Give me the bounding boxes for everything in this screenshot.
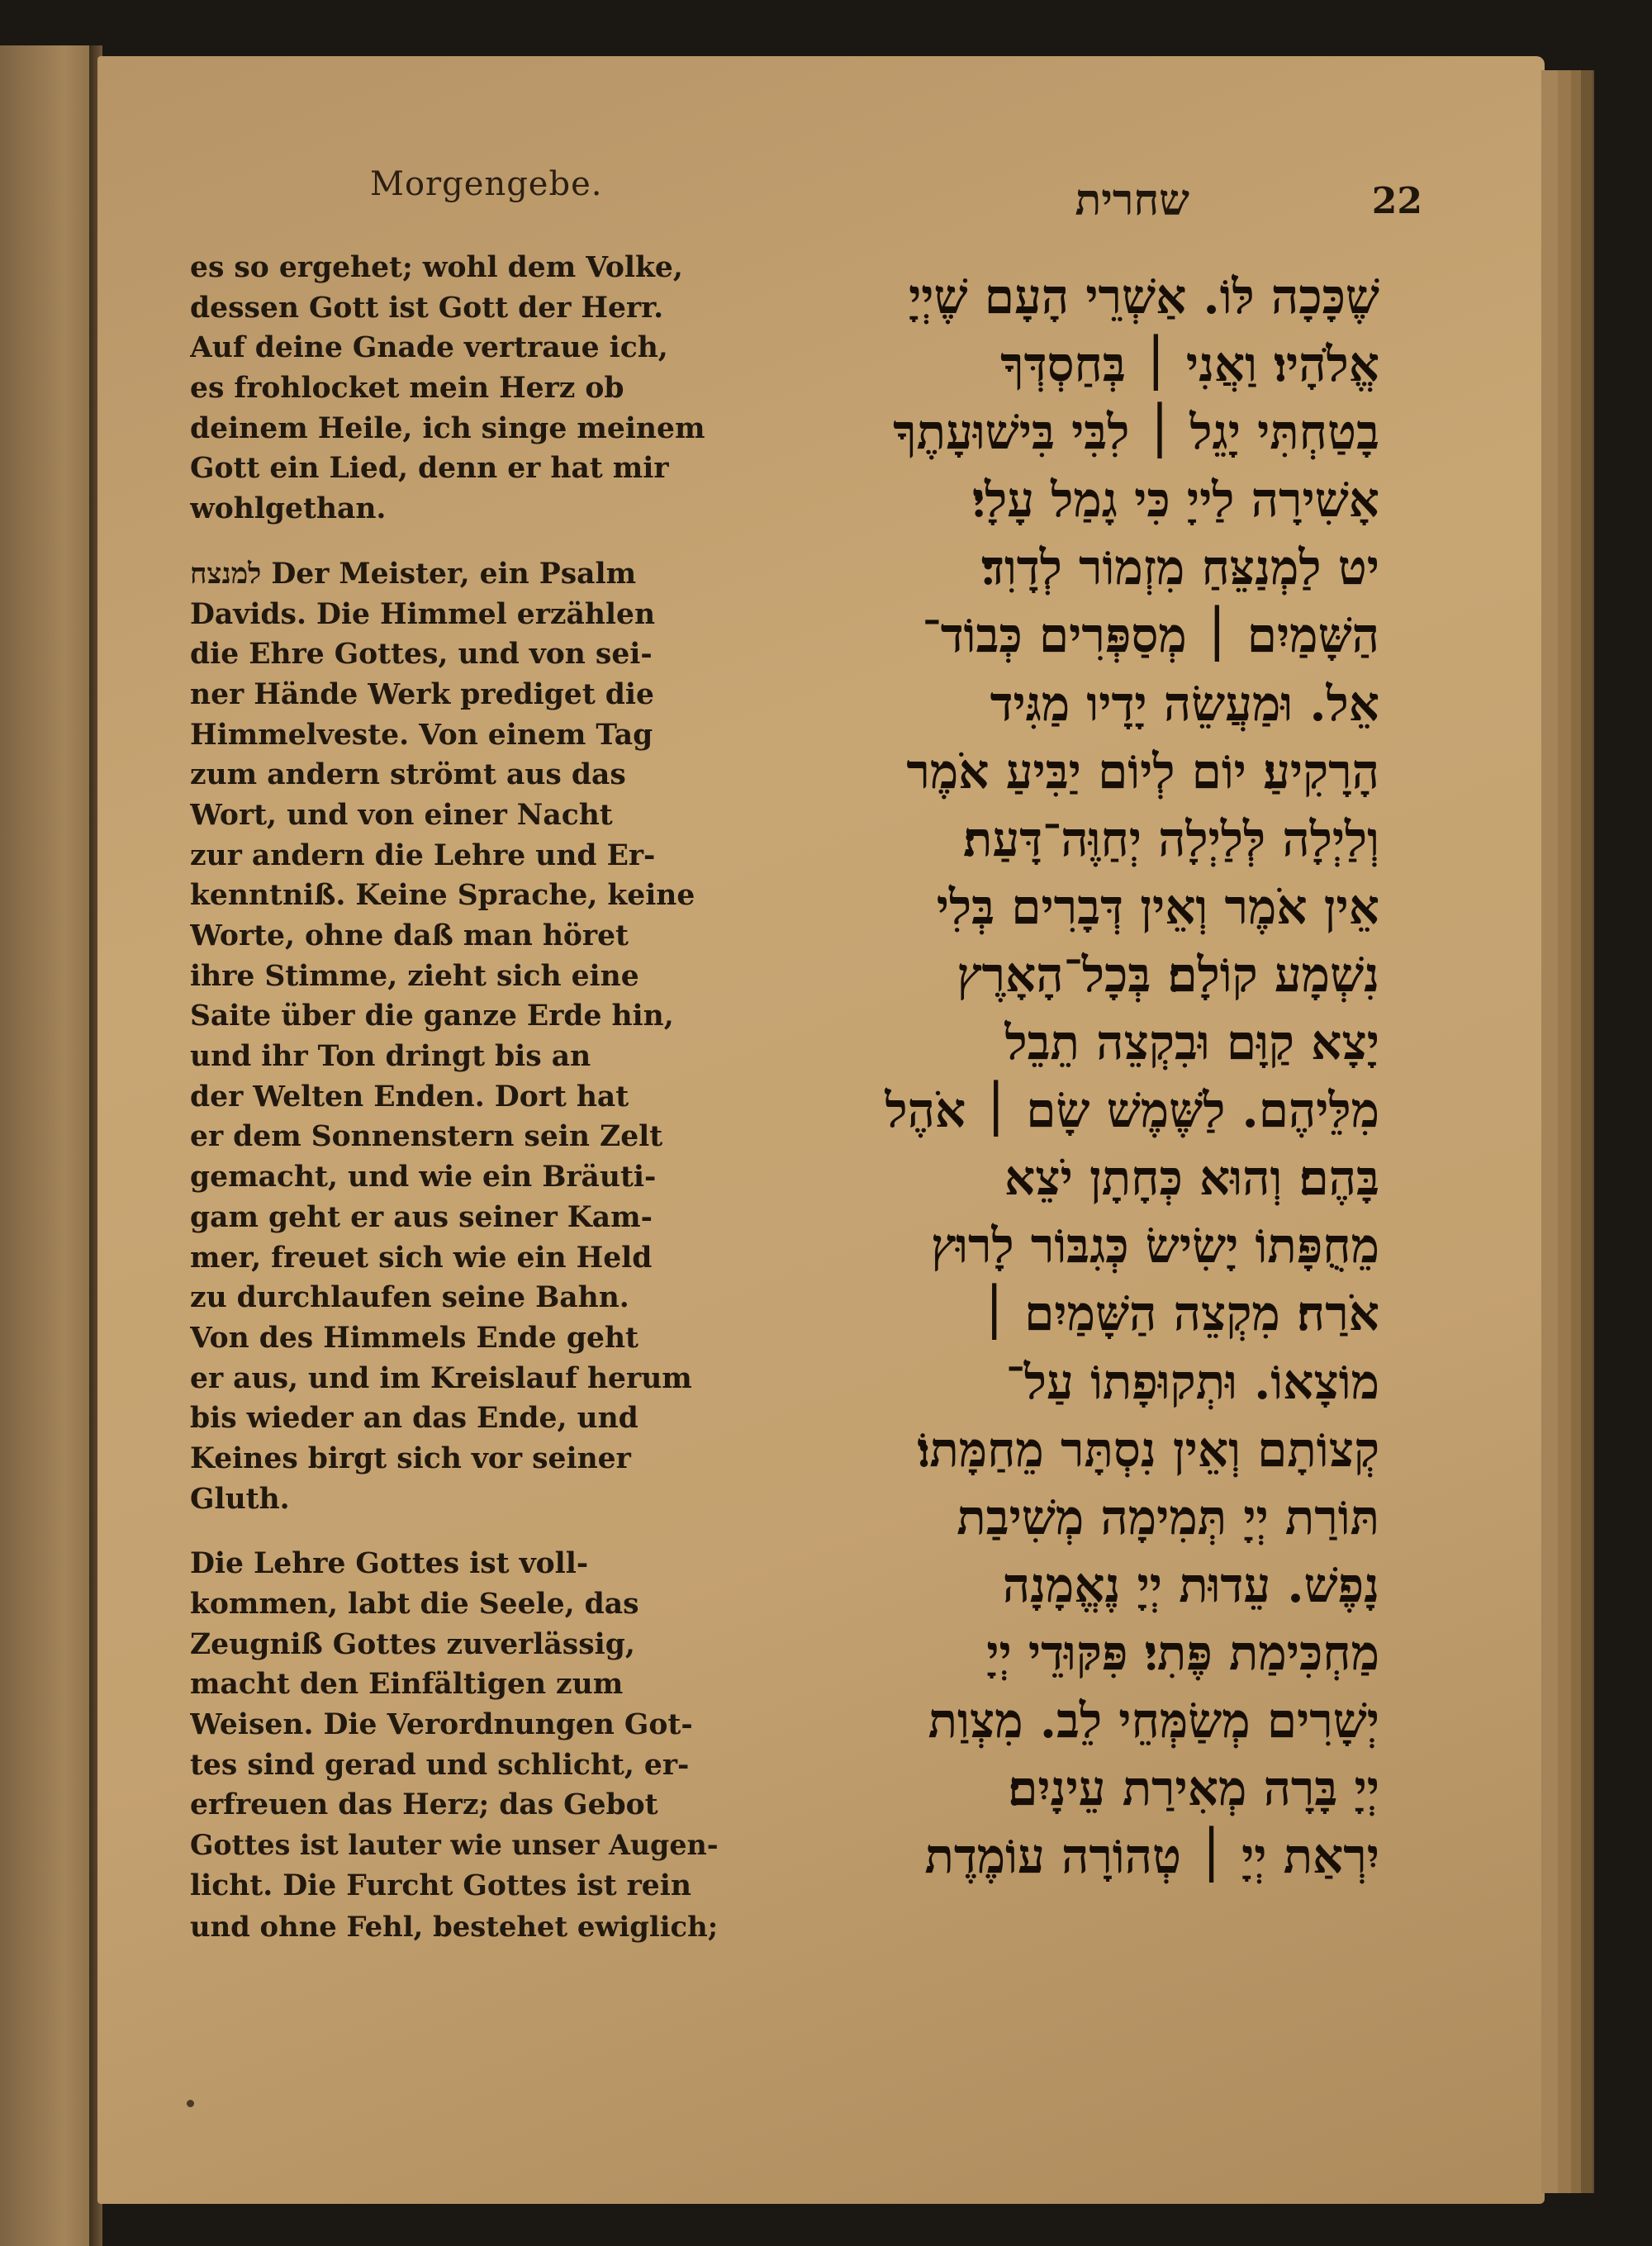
german-text-line: zu durchlaufen seine Bahn. <box>190 1281 629 1315</box>
hebrew-text-line: אָשִׁירָה לַייָ כִּי גָמַל עָלָי׃ <box>971 472 1379 529</box>
running-head-german: Morgengebe. <box>370 165 603 203</box>
german-text-line: Auf deine Gnade vertraue ich, <box>190 331 668 365</box>
hebrew-text-line: וְלַיְלָה לְּלַיְלָה יְחַוֶּה־דָּעַת׃ <box>962 810 1379 867</box>
page-edge <box>1581 70 1594 2193</box>
hebrew-text-line: הַשָּׁמַיִם ׀ מְסַפְּרִים כְּבוֹד־ <box>922 607 1379 664</box>
hebrew-text-line: יְיָ בָּרָה מְאִירַת עֵינָיִם׃ <box>1008 1760 1379 1817</box>
hebrew-text-line: אֹרַח׃ מִקְצֵה הַשָּׁמַיִם ׀ <box>980 1285 1379 1342</box>
german-text-line: ihre Stimme, zieht sich eine <box>190 959 639 993</box>
hebrew-text-line: מַחְכִּימַת פֶּתִי׃ פִּקּוּדֵי יְיָ <box>986 1624 1379 1681</box>
german-text-line: bis wieder an das Ende, und <box>190 1402 638 1436</box>
german-text-line: Weisen. Die Verordnungen Got- <box>190 1708 693 1742</box>
german-text-line: zur andern die Lehre und Er- <box>190 838 656 872</box>
hebrew-text-line: יט לַמְנַצֵּחַ מִזְמוֹר לְדָוִד׃ <box>981 539 1379 596</box>
hebrew-text-line: קְצוֹתָם וְאֵין נִסְתָּר מֵחַמָּתוֹ׃ <box>917 1421 1379 1478</box>
german-text-line: Keines birgt sich vor seiner <box>190 1441 631 1475</box>
german-text-line: es so ergehet; wohl dem Volke, <box>190 251 683 284</box>
hebrew-text-line: יִרְאַת יְיָ ׀ טְהוֹרָה עוֹמֶדֶת <box>924 1828 1379 1885</box>
running-head-hebrew: שחרית <box>1075 175 1189 226</box>
german-text-line: kenntniß. Keine Sprache, keine <box>190 879 695 913</box>
german-text-line: Himmelveste. Von einem Tag <box>190 718 653 752</box>
german-text-line: erfreuen das Herz; das Gebot <box>190 1788 658 1822</box>
german-text-line: למנצח Der Meister, ein Psalm <box>190 557 637 591</box>
german-text-line: Zeugniß Gottes zuverlässig, <box>190 1627 635 1661</box>
german-text-line: ner Hände Werk prediget die <box>190 677 654 711</box>
hebrew-text-column <box>731 263 1379 1890</box>
german-text-line: Davids. Die Himmel erzählen <box>190 597 656 631</box>
german-text-line: wohlgethan. <box>190 492 387 526</box>
paragraph-gap <box>190 529 719 554</box>
german-text-line: gam geht er aus seiner Kam- <box>190 1200 653 1234</box>
hebrew-text-line: אֵין אֹמֶר וְאֵין דְּבָרִים בְּלִי <box>936 878 1379 935</box>
german-text-line: Gott ein Lied, denn er hat mir <box>190 452 669 486</box>
hebrew-text-line: שֶׁכָּכָה לּוֹ. אַשְׁרֵי הָעָם שֶׁיְיָ <box>909 268 1379 325</box>
german-text-line: dessen Gott ist Gott der Herr. <box>190 291 664 325</box>
hebrew-text-line: יָצָא קַוָּם וּבִקְצֵה תֵבֵל <box>1004 1014 1379 1071</box>
german-text-line: Saite über die ganze Erde hin, <box>190 1000 674 1033</box>
hebrew-text-line: אֱלֹהָיו׃ וַאֲנִי ׀ בְּחַסְדְּךָ <box>1000 336 1379 393</box>
german-text-line: er dem Sonnenstern sein Zelt <box>190 1120 663 1154</box>
german-text-line: Gottes ist lauter wie unser Augen- <box>190 1829 719 1862</box>
german-text-line: tes sind gerad und schlicht, er- <box>190 1748 690 1782</box>
hebrew-text-line: מִלֵּיהֶם. לַשֶּׁמֶשׁ שָׂם ׀ אֹהֶל <box>885 1082 1379 1139</box>
german-text-line: Die Lehre Gottes ist voll- <box>190 1547 589 1581</box>
german-text-line: und ohne Fehl, bestehet ewiglich; <box>190 1909 719 1943</box>
ink-speck <box>187 2100 194 2107</box>
hebrew-text-line: אֵל. וּמַעֲשֵׂה יָדָיו מַגִּיד <box>990 675 1379 732</box>
german-text-line: zum andern strömt aus das <box>190 758 626 792</box>
german-text-line: Wort, und von einer Nacht <box>190 798 613 832</box>
german-text-line: Worte, ohne daß man höret <box>190 919 629 952</box>
german-text-line: die Ehre Gottes, und von sei- <box>190 638 653 672</box>
hebrew-text-line: נִשְׁמָע קוֹלָם׃ בְּכָל־הָאָרֶץ <box>957 946 1379 1003</box>
german-text-line: gemacht, und wie ein Bräuti- <box>190 1161 657 1194</box>
german-text-line: der Welten Enden. Dort hat <box>190 1080 629 1114</box>
previous-page-edge <box>0 45 93 2246</box>
german-text-line: es frohlocket mein Herz ob <box>190 372 624 406</box>
hebrew-text-line: נָפֶשׁ. עֵדוּת יְיָ נֶאֱמָנָה <box>1002 1556 1379 1613</box>
paragraph-gap <box>190 1519 719 1544</box>
german-text-line: Von des Himmels Ende geht <box>190 1321 638 1355</box>
hebrew-text-line: יְשָׁרִים מְשַׂמְּחֵי לֵב. מִצְוַת <box>928 1692 1379 1749</box>
german-text-line: licht. Die Furcht Gottes ist rein <box>190 1869 691 1902</box>
hebrew-text-line: מֵחֻפָּתוֹ יָשִׂישׂ כְּגִבּוֹר לָרוּץ <box>930 1218 1379 1275</box>
hebrew-text-line: תּוֹרַת יְיָ תְּמִימָה מְשִׁיבַת <box>957 1489 1379 1546</box>
hebrew-text-line: בָטַחְתִּי יָגֵל ׀ לִבִּי בִּישׁוּעָתֶךָ <box>893 404 1379 461</box>
hebrew-text-line: הָרָקִיעַ׃ יוֹם לְיוֹם יַבִּיעַ אֹמֶר <box>906 743 1379 800</box>
german-text-line: und ihr Ton dringt bis an <box>190 1040 591 1074</box>
hebrew-text-line: מוֹצָאוֹ. וּתְקוּפָתוֹ עַל־ <box>1005 1353 1379 1410</box>
german-text-line: kommen, labt die Seele, das <box>190 1588 639 1621</box>
hebrew-text-line: בָּהֶם׃ וְהוּא כְּחָתָן יֹצֵא <box>1004 1150 1379 1207</box>
page-number: 22 <box>1371 180 1422 222</box>
german-text-line: deinem Heile, ich singe meinem <box>190 411 705 445</box>
german-text-line: er aus, und im Kreislauf herum <box>190 1361 692 1395</box>
german-text-line: mer, freuet sich wie ein Held <box>190 1241 653 1275</box>
german-text-line: Gluth. <box>190 1482 290 1516</box>
german-translation-column <box>190 248 719 1946</box>
german-text-line: macht den Einfältigen zum <box>190 1668 624 1702</box>
